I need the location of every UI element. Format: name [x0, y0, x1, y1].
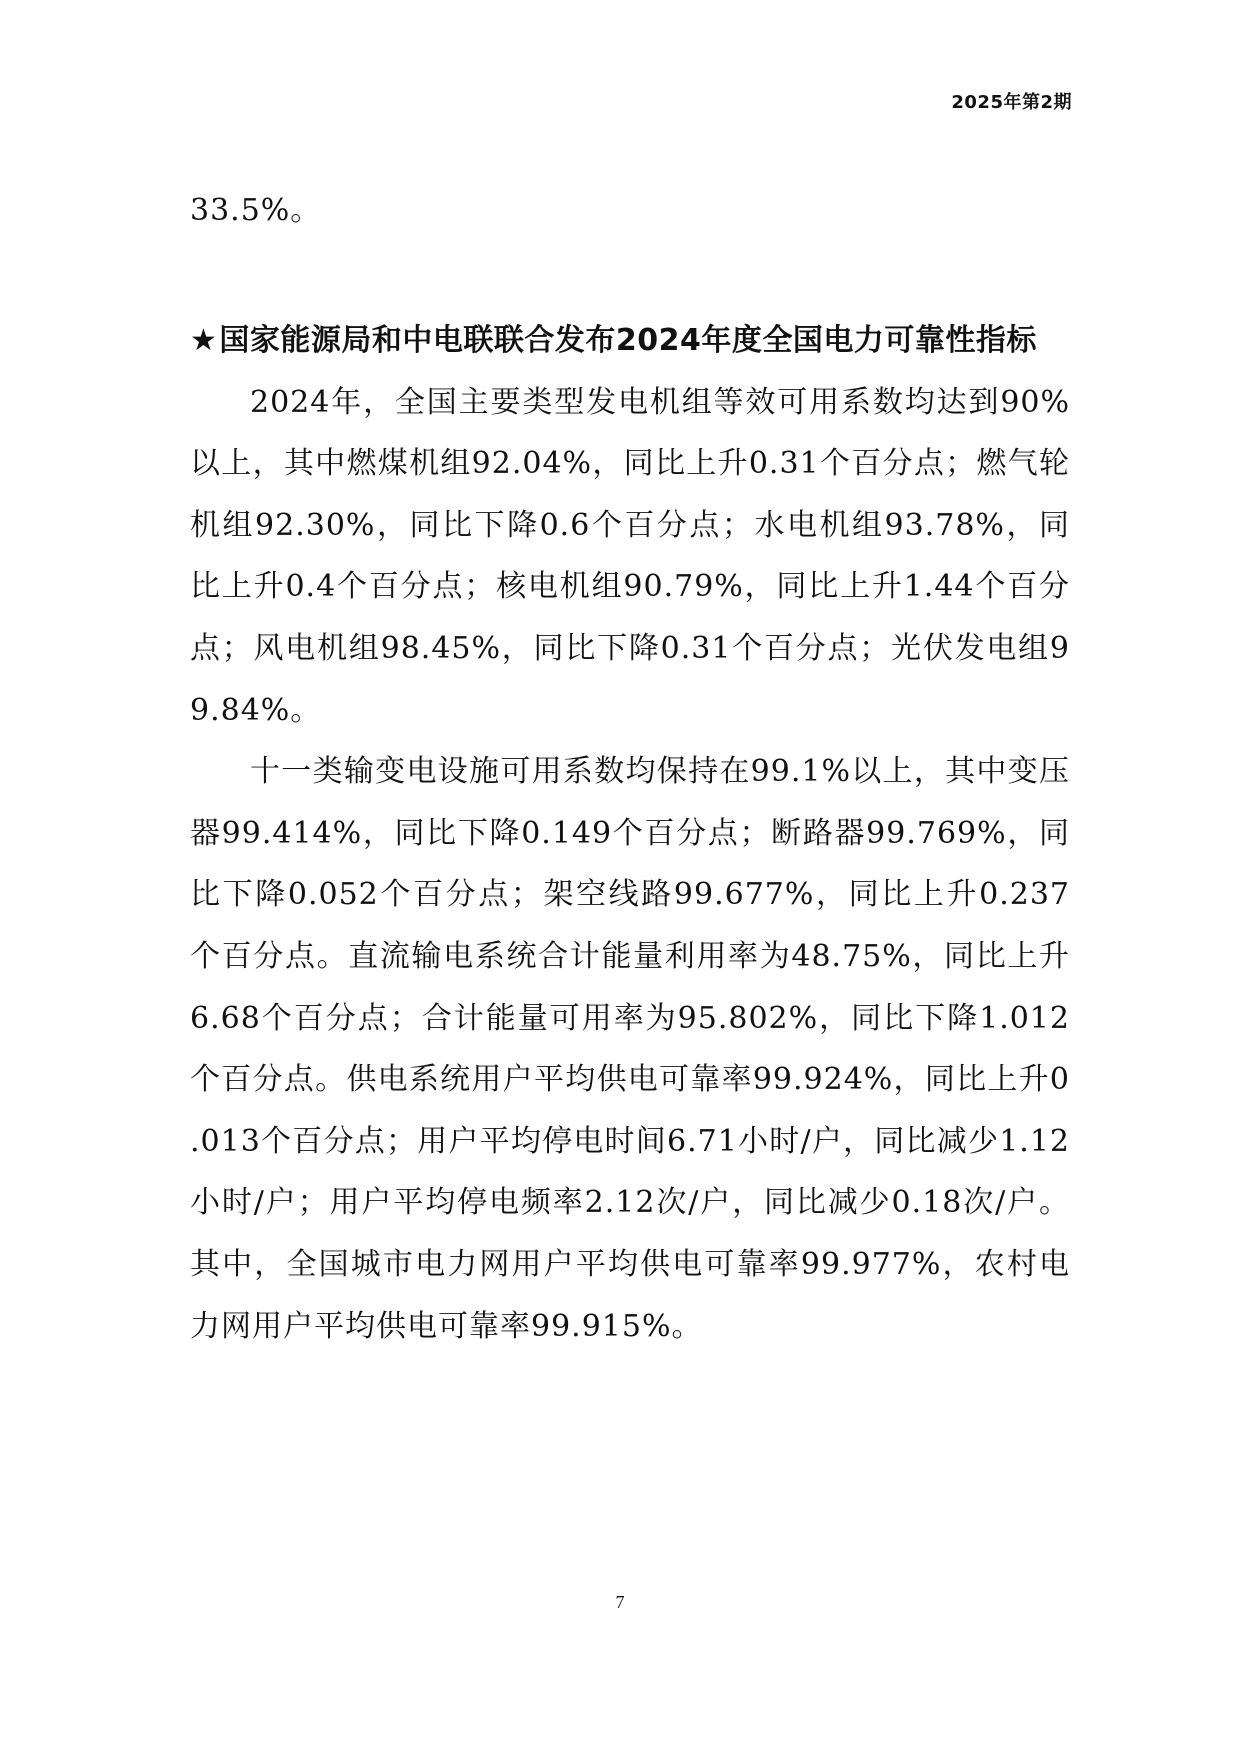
issue-label: 2025年第2期 — [951, 92, 1072, 113]
page-number: 7 — [615, 1592, 625, 1612]
continued-text: 33.5%。 — [190, 193, 322, 228]
page-content — [190, 180, 1070, 1357]
star-icon: ★ — [190, 322, 218, 358]
article-title: 国家能源局和中电联联合发布2024年度全国电力可靠性指标 — [219, 322, 1037, 358]
article-headline — [190, 310, 1070, 372]
paragraph-generation-units: 2024年，全国主要类型发电机组等效可用系数均达到90%以上，其中燃煤机组92.04%，同比上升0.31个百分点；燃气轮机组92.30%，同比下降0.6个百分点；水电机组93.78%，同比上升0.4个百分点；核电机组90.79%，同比上升1.44个百分点；风电机组98.45%，同比下降0.31个百分点；光伏发电组99.84%。 — [190, 384, 1070, 728]
paragraph-transmission-facilities: 十一类输变电设施可用系数均保持在99.1%以上，其中变压器99.414%，同比下降0.149个百分点；断路器99.769%，同比下降0.052个百分点；架空线路99.677%，同比上升0.237个百分点。直流输电系统合计能量利用率为48.75%，同比上升6.68个百分点；合计能量可用率为95.802%，同比下降1.012个百分点。供电系统用户平均供电可靠率99.924%，同比上升0.013个百分点；用户平均停电时间6.71小时/户，同比减少1.12小时/户；用户平均停电频率2.12次/户，同比减少0.18次/户。其中，全国城市电力网用户平均供电可靠率99.977%，农村电力网用户平均供电可靠率99.915%。 — [190, 754, 1070, 1344]
